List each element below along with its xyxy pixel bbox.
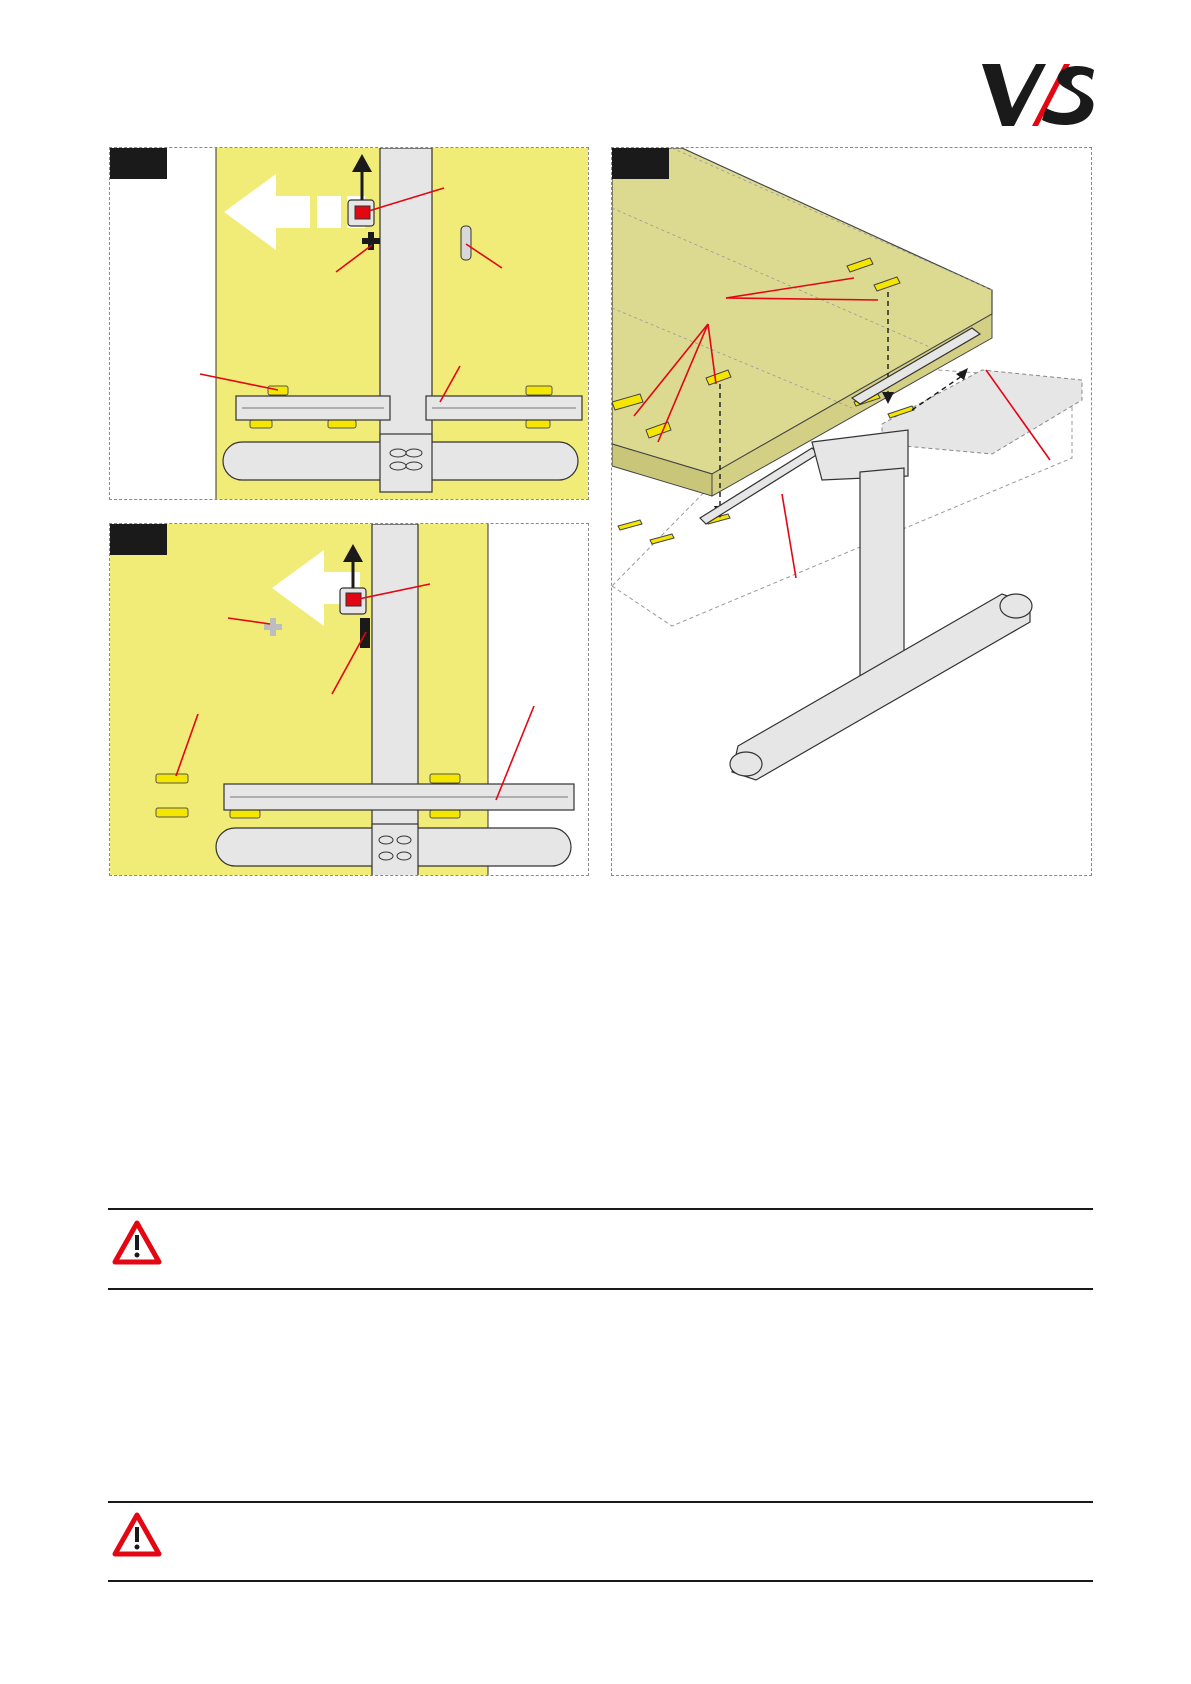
figure-c-panel <box>611 147 1092 876</box>
figure-a-drawing <box>110 148 589 500</box>
warning-1-top-rule <box>108 1208 1093 1210</box>
warning-triangle-icon <box>112 1512 162 1558</box>
step-tab-a <box>110 148 167 179</box>
warning-2-bottom-rule <box>108 1580 1093 1582</box>
leg-beam <box>372 524 418 869</box>
figure-b-panel <box>109 523 589 876</box>
warning-1-bottom-rule <box>108 1288 1093 1290</box>
warning-triangle-icon <box>112 1220 162 1266</box>
figure-c-drawing <box>612 148 1092 876</box>
slot-hole <box>461 226 471 260</box>
leg-beam <box>380 148 432 478</box>
figure-a-panel <box>109 147 589 500</box>
step-tab-c <box>612 148 669 179</box>
step-tab-b <box>110 524 167 555</box>
vs-logo <box>980 62 1098 128</box>
warning-2-top-rule <box>108 1501 1093 1503</box>
figure-b-drawing <box>110 524 589 876</box>
